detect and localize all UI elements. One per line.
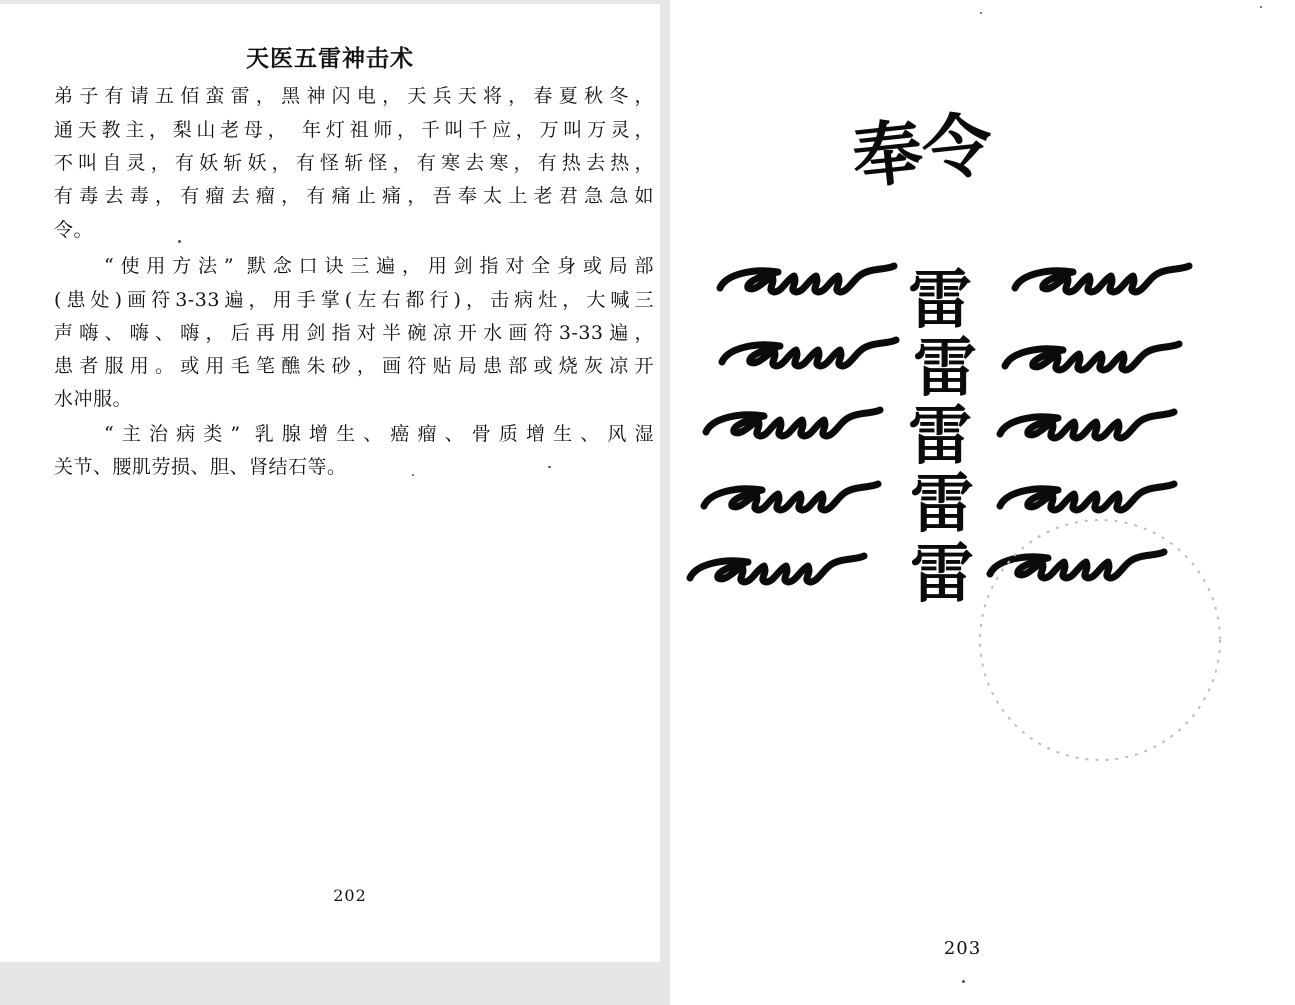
thunder-talisman bbox=[670, 0, 1295, 1005]
talisman-wave-stroke bbox=[1000, 412, 1174, 438]
scan-speck bbox=[980, 12, 982, 14]
text-line: “使用方法” 默念口诀三遍，用剑指对全身或局部 bbox=[104, 255, 654, 277]
text-line: 通天教主，梨山老母， 年灯祖师，千叫千应，万叫万灵， bbox=[54, 119, 654, 141]
talisman-wave-stroke bbox=[704, 484, 878, 510]
page-title: 天医五雷神击术 bbox=[246, 46, 414, 72]
scan-speck bbox=[962, 980, 965, 983]
text-line: 患者服用。或用毛笔醮朱砂，画符贴局患部或烧灰凉开 bbox=[54, 355, 654, 377]
text-line: 令。 bbox=[54, 219, 94, 241]
text-line: “主治病类” 乳腺增生、癌瘤、骨质增生、风湿 bbox=[104, 423, 654, 445]
scan-speck bbox=[548, 466, 551, 468]
talisman-wave-stroke bbox=[706, 410, 880, 436]
talisman-wave-stroke bbox=[1015, 266, 1189, 292]
talisman-wave-stroke bbox=[720, 266, 894, 292]
text-line: (患处)画符3-33遍，用手掌(左右都行)，击病灶，大喊三 bbox=[54, 289, 654, 311]
scan-speck bbox=[412, 474, 414, 476]
talisman-wave-stroke bbox=[990, 552, 1164, 578]
text-line: 声嗨、嗨、嗨，后再用剑指对半碗凉开水画符3-33遍， bbox=[54, 322, 654, 344]
talisman-thunder-glyph: 雷 bbox=[913, 331, 977, 406]
scan-speck bbox=[178, 240, 181, 243]
talisman-wave-stroke bbox=[1005, 344, 1179, 370]
talisman-thunder-glyph: 雷 bbox=[908, 263, 972, 338]
page-number: 202 bbox=[333, 886, 367, 905]
talisman-thunder-glyph: 雷 bbox=[910, 537, 974, 612]
right-page bbox=[670, 0, 1295, 1005]
talisman-thunder-glyph: 雷 bbox=[910, 467, 974, 542]
talisman-wave-stroke bbox=[722, 340, 896, 366]
text-line: 不叫自灵，有妖斩妖，有怪斩怪，有寒去寒，有热去热， bbox=[54, 152, 654, 174]
scan-speck bbox=[1260, 6, 1262, 8]
left-page bbox=[0, 4, 660, 962]
talisman-command-glyph: 奉令 bbox=[848, 102, 997, 200]
text-line: 水冲服。 bbox=[54, 388, 133, 410]
text-line: 关节、腰肌劳损、胆、肾结石等。 bbox=[54, 456, 347, 478]
talisman-wave-stroke bbox=[1000, 484, 1174, 510]
page-number: 203 bbox=[943, 938, 982, 959]
talisman-thunder-glyph: 雷 bbox=[908, 399, 972, 474]
talisman-wave-stroke bbox=[690, 556, 864, 582]
text-line: 有毒去毒，有瘤去瘤，有痛止痛，吾奉太上老君急急如 bbox=[54, 185, 654, 207]
text-line: 弟子有请五佰蛮雷，黑神闪电，天兵天将，春夏秋冬， bbox=[54, 85, 654, 107]
